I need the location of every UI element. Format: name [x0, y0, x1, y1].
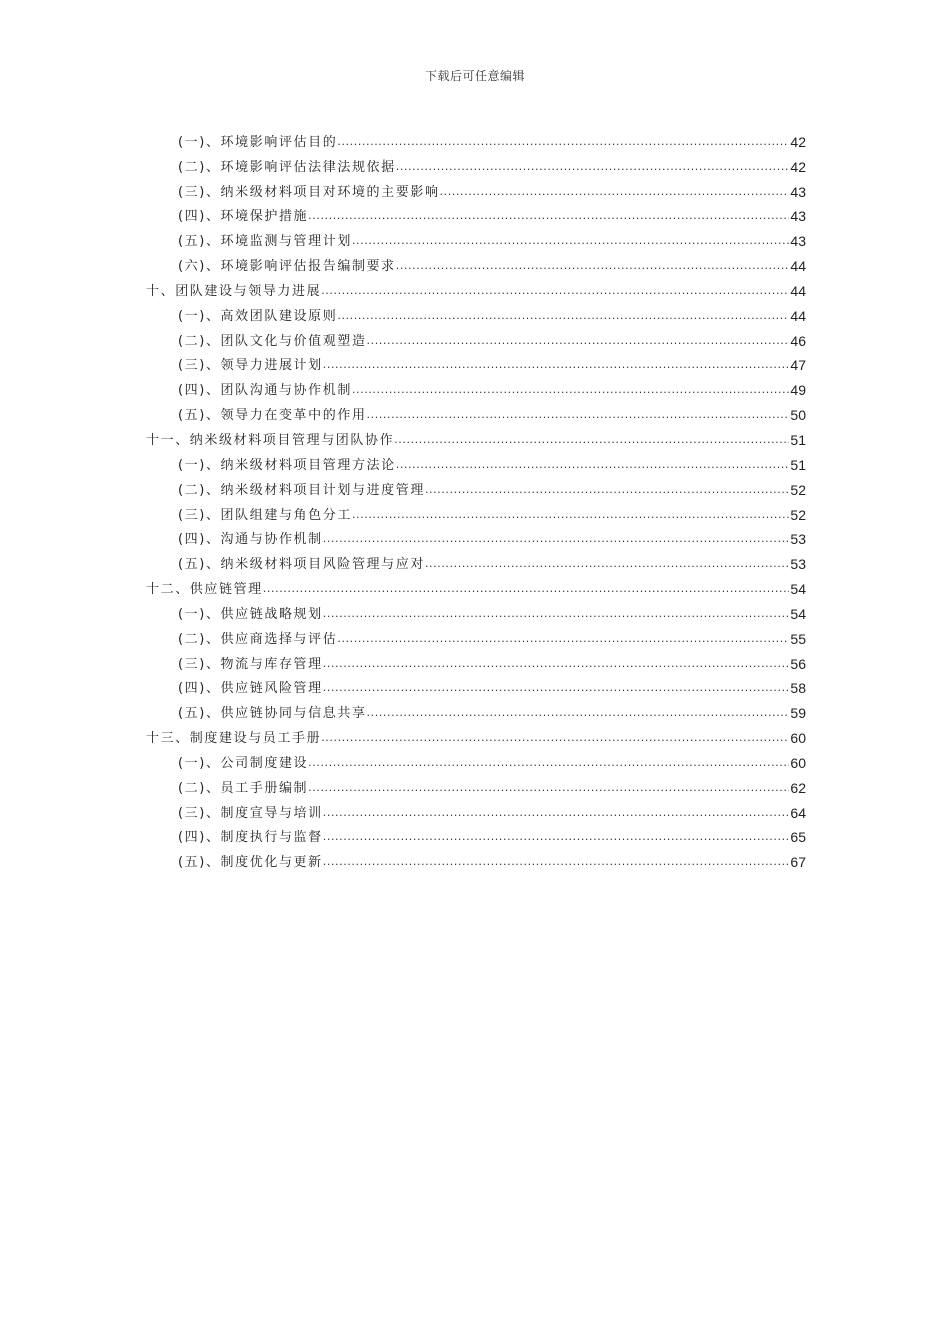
- toc-entry-title: (一)、高效团队建设原则: [178, 308, 338, 324]
- toc-dot-leader: [323, 805, 790, 822]
- toc-section-entry[interactable]: [146, 250, 806, 275]
- toc-entry-title: (三)、物流与库存管理: [178, 656, 323, 672]
- table-of-contents: [146, 126, 806, 871]
- toc-chapter-entry[interactable]: [146, 424, 806, 449]
- toc-dot-leader: [308, 780, 789, 797]
- toc-section-entry[interactable]: [146, 822, 806, 847]
- toc-page-number: 51: [790, 456, 806, 473]
- toc-entry-title: (五)、制度优化与更新: [178, 855, 323, 871]
- toc-section-entry[interactable]: [146, 474, 806, 499]
- toc-entry-title: (五)、纳米级材料项目风险管理与应对: [178, 557, 425, 573]
- toc-dot-leader: [425, 482, 789, 499]
- toc-page-number: 47: [790, 357, 806, 374]
- toc-page-number: 58: [790, 680, 806, 697]
- toc-entry-title: 十、团队建设与领导力进展: [146, 283, 322, 299]
- toc-entry-title: (二)、环境影响评估法律法规依据: [178, 159, 396, 175]
- toc-page-number: 60: [790, 754, 806, 771]
- toc-entry-title: (二)、团队文化与价值观塑造: [178, 333, 367, 349]
- toc-page-number: 51: [790, 431, 806, 448]
- toc-dot-leader: [352, 233, 789, 250]
- toc-section-entry[interactable]: [146, 623, 806, 648]
- toc-page-number: 52: [790, 506, 806, 523]
- toc-section-entry[interactable]: [146, 673, 806, 698]
- toc-page-number: 43: [790, 183, 806, 200]
- toc-dot-leader: [321, 730, 789, 747]
- toc-dot-leader: [440, 184, 790, 201]
- toc-entry-title: (二)、供应商选择与评估: [178, 631, 338, 647]
- toc-page-number: 54: [790, 605, 806, 622]
- toc-dot-leader: [367, 333, 790, 350]
- toc-dot-leader: [425, 556, 789, 573]
- toc-dot-leader: [352, 507, 789, 524]
- toc-page-number: 43: [790, 208, 806, 225]
- toc-page-number: 49: [790, 382, 806, 399]
- toc-dot-leader: [396, 457, 790, 474]
- toc-page-number: 67: [790, 854, 806, 871]
- toc-page-number: 54: [790, 581, 806, 598]
- toc-entry-title: (三)、制度宣导与培训: [178, 805, 323, 821]
- toc-dot-leader: [323, 357, 790, 374]
- toc-entry-title: (五)、环境监测与管理计划: [178, 234, 352, 250]
- toc-entry-title: (四)、供应链风险管理: [178, 681, 323, 697]
- page-header-note: 下载后可任意编辑: [424, 69, 525, 83]
- toc-page-number: 42: [790, 158, 806, 175]
- toc-page-number: 44: [790, 258, 806, 275]
- toc-entry-title: (三)、团队组建与角色分工: [178, 507, 352, 523]
- toc-section-entry[interactable]: [146, 126, 806, 151]
- toc-section-entry[interactable]: [146, 846, 806, 871]
- toc-entry-title: (一)、纳米级材料项目管理方法论: [178, 457, 396, 473]
- toc-dot-leader: [263, 581, 790, 598]
- toc-section-entry[interactable]: [146, 524, 806, 549]
- toc-section-entry[interactable]: [146, 449, 806, 474]
- toc-dot-leader: [337, 631, 789, 648]
- toc-section-entry[interactable]: [146, 648, 806, 673]
- toc-page-number: 44: [790, 282, 806, 299]
- toc-entry-title: (一)、公司制度建设: [178, 755, 309, 771]
- toc-page-number: 56: [790, 655, 806, 672]
- toc-entry-title: (四)、制度执行与监督: [178, 830, 323, 846]
- toc-page-number: 43: [790, 233, 806, 250]
- toc-page-number: 64: [790, 804, 806, 821]
- toc-dot-leader: [308, 755, 789, 772]
- toc-chapter-entry[interactable]: [146, 573, 806, 598]
- toc-entry-title: (三)、纳米级材料项目对环境的主要影响: [178, 184, 440, 200]
- toc-section-entry[interactable]: [146, 772, 806, 797]
- toc-dot-leader: [323, 656, 790, 673]
- toc-entry-title: 十一、纳米级材料项目管理与团队协作: [146, 432, 395, 448]
- toc-dot-leader: [323, 854, 790, 871]
- toc-section-entry[interactable]: [146, 300, 806, 325]
- toc-dot-leader: [396, 258, 790, 275]
- toc-dot-leader: [308, 208, 789, 225]
- toc-section-entry[interactable]: [146, 548, 806, 573]
- toc-page-number: 52: [790, 481, 806, 498]
- toc-section-entry[interactable]: [146, 225, 806, 250]
- toc-dot-leader: [321, 283, 789, 300]
- toc-section-entry[interactable]: [146, 151, 806, 176]
- toc-page-number: 59: [790, 705, 806, 722]
- toc-section-entry[interactable]: [146, 797, 806, 822]
- toc-entry-title: (二)、员工手册编制: [178, 780, 309, 796]
- toc-entry-title: (一)、环境影响评估目的: [178, 134, 338, 150]
- toc-dot-leader: [323, 829, 790, 846]
- toc-entry-title: (三)、领导力进展计划: [178, 358, 323, 374]
- toc-page-number: 65: [790, 829, 806, 846]
- toc-dot-leader: [337, 134, 789, 151]
- toc-dot-leader: [367, 407, 790, 424]
- toc-entry-title: (一)、供应链战略规划: [178, 606, 323, 622]
- toc-dot-leader: [323, 680, 790, 697]
- toc-page-number: 44: [790, 307, 806, 324]
- toc-section-entry[interactable]: [146, 399, 806, 424]
- toc-dot-leader: [337, 308, 789, 325]
- toc-entry-title: 十三、制度建设与员工手册: [146, 731, 322, 747]
- toc-dot-leader: [323, 606, 790, 623]
- toc-page-number: 62: [790, 779, 806, 796]
- toc-page-number: 60: [790, 730, 806, 747]
- toc-chapter-entry[interactable]: [146, 722, 806, 747]
- toc-section-entry[interactable]: [146, 201, 806, 226]
- toc-page-number: 53: [790, 531, 806, 548]
- toc-dot-leader: [352, 382, 789, 399]
- toc-entry-title: (五)、供应链协同与信息共享: [178, 706, 367, 722]
- toc-dot-leader: [367, 705, 790, 722]
- toc-entry-title: (五)、领导力在变革中的作用: [178, 408, 367, 424]
- toc-section-entry[interactable]: [146, 176, 806, 201]
- toc-section-entry[interactable]: [146, 697, 806, 722]
- toc-entry-title: (四)、沟通与协作机制: [178, 532, 323, 548]
- toc-section-entry[interactable]: [146, 325, 806, 350]
- toc-page-number: 42: [790, 133, 806, 150]
- toc-section-entry[interactable]: [146, 499, 806, 524]
- toc-chapter-entry[interactable]: [146, 275, 806, 300]
- toc-page-number: 53: [790, 556, 806, 573]
- toc-section-entry[interactable]: [146, 747, 806, 772]
- toc-page-number: 50: [790, 407, 806, 424]
- toc-entry-title: (六)、环境影响评估报告编制要求: [178, 259, 396, 275]
- toc-entry-title: (四)、环境保护措施: [178, 209, 309, 225]
- toc-dot-leader: [396, 159, 790, 176]
- toc-entry-title: (二)、纳米级材料项目计划与进度管理: [178, 482, 425, 498]
- toc-page-number: 46: [790, 332, 806, 349]
- toc-section-entry[interactable]: [146, 350, 806, 375]
- toc-entry-title: 十二、供应链管理: [146, 582, 263, 598]
- toc-section-entry[interactable]: [146, 598, 806, 623]
- toc-dot-leader: [323, 531, 790, 548]
- toc-section-entry[interactable]: [146, 374, 806, 399]
- toc-dot-leader: [394, 432, 789, 449]
- toc-page-number: 55: [790, 630, 806, 647]
- toc-entry-title: (四)、团队沟通与协作机制: [178, 383, 352, 399]
